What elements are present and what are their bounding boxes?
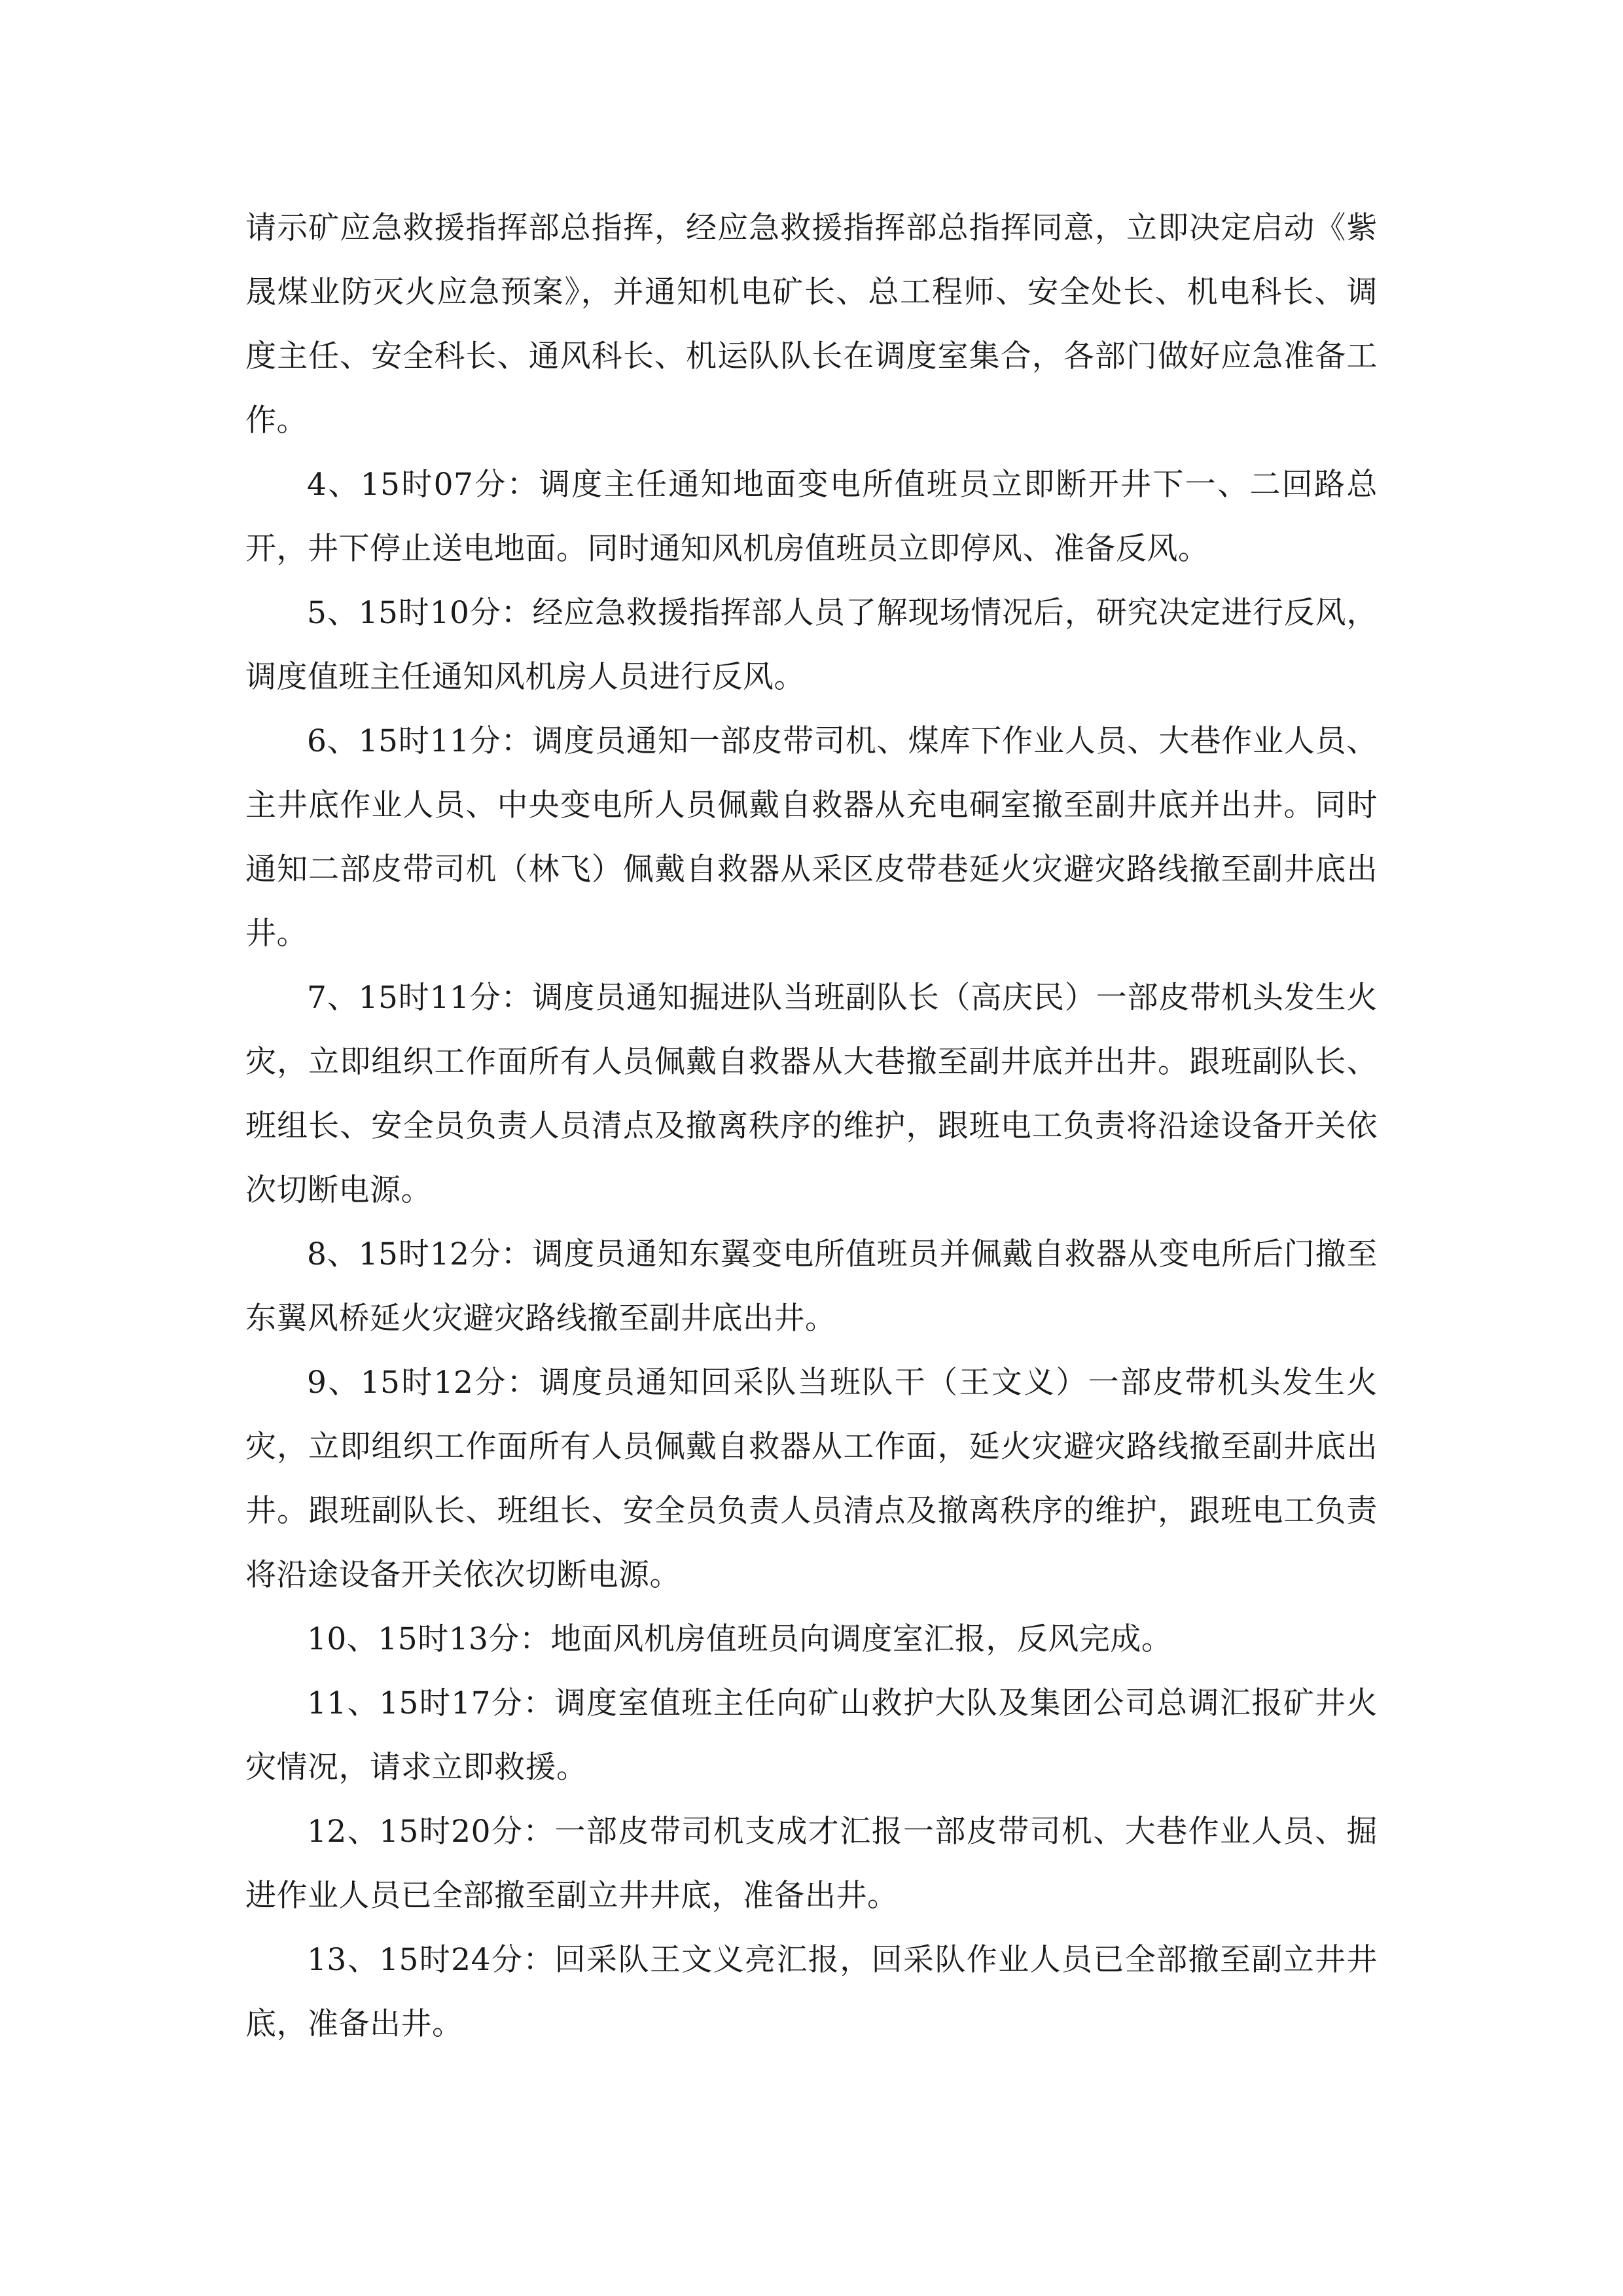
- paragraph-step-11: 11、15时17分：调度室值班主任向矿山救护大队及集团公司总调汇报矿井火灾情况，请求立即救援。: [245, 1685, 1378, 1785]
- paragraph-step-7: 7、15时11分：调度员通知掘进队当班副队长（高庆民）一部皮带机头发生火灾，立即组织工作面所有人员佩戴自救器从大巷撤至副井底并出井。跟班副队长、班组长、安全员负责人员清点及撤离秩序的维护，跟班电工负责将沿途设备开关依次切断电源。: [245, 980, 1378, 1208]
- paragraph-step-6: 6、15时11分：调度员通知一部皮带司机、煤库下作业人员、大巷作业人员、主井底作业人员、中央变电所人员佩戴自救器从充电硐室撤至副井底并出井。同时通知二部皮带司机（林飞）佩戴自救器从采区皮带巷延火灾避灾路线撤至副井底出井。: [245, 723, 1378, 952]
- paragraph-step-4: 4、15时07分：调度主任通知地面变电所值班员立即断开井下一、二回路总开，井下停止送电地面。同时通知风机房值班员立即停风、准备反风。: [245, 467, 1378, 567]
- paragraph-step-9: 9、15时12分：调度员通知回采队当班队干（王文义）一部皮带机头发生火灾，立即组织工作面所有人员佩戴自救器从工作面，延火灾避灾路线撤至副井底出井。跟班副队长、班组长、安全员负责人员清点及撤离秩序的维护，跟班电工负责将沿途设备开关依次切断电源。: [245, 1365, 1378, 1593]
- paragraph-intro: 请示矿应急救援指挥部总指挥，经应急救援指挥部总指挥同意，立即决定启动《紫晟煤业防灭火应急预案》，并通知机电矿长、总工程师、安全处长、机电科长、调度主任、安全科长、通风科长、机运队队长在调度室集合，各部门做好应急准备工作。: [245, 210, 1378, 439]
- paragraph-step-10: 10、15时13分：地面风机房值班员向调度室汇报，反风完成。: [307, 1621, 1173, 1657]
- paragraph-step-12: 12、15时20分：一部皮带司机支成才汇报一部皮带司机、大巷作业人员、掘进作业人员已全部撤至副立井井底，准备出井。: [245, 1814, 1378, 1914]
- paragraph-step-8: 8、15时12分：调度员通知东翼变电所值班员并佩戴自救器从变电所后门撤至东翼风桥延火灾避灾路线撤至副井底出井。: [245, 1236, 1378, 1336]
- paragraph-step-13: 13、15时24分：回采队王文义亮汇报，回采队作业人员已全部撤至副立井井底，准备出井。: [245, 1942, 1378, 2042]
- document-body: [245, 196, 1378, 2056]
- paragraph-step-5: 5、15时10分：经应急救援指挥部人员了解现场情况后，研究决定进行反风，调度值班主任通知风机房人员进行反风。: [245, 595, 1378, 695]
